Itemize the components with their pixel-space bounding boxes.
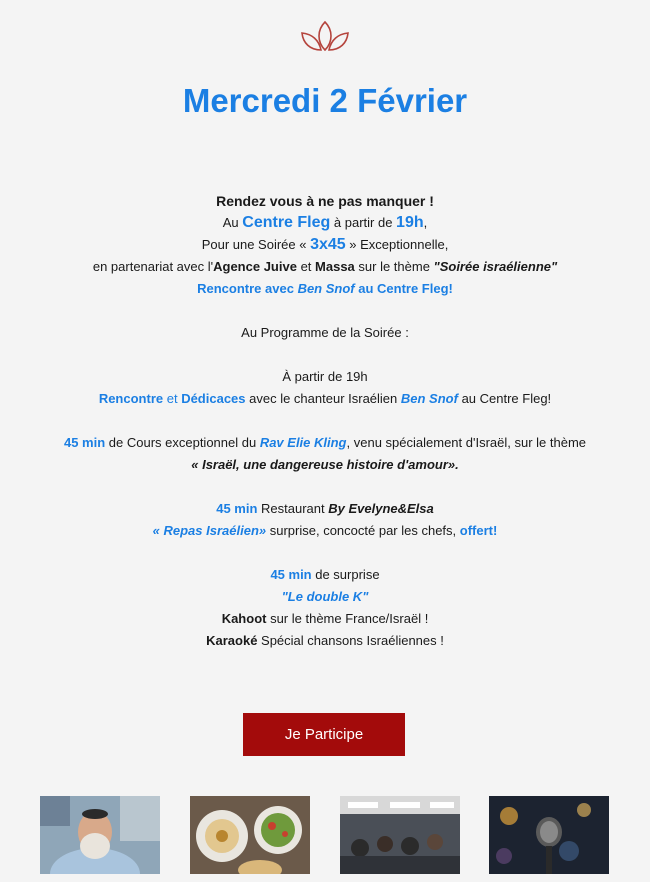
programme-item-2-theme: « Israël, une dangereuse histoire d'amour». [191, 457, 459, 472]
programme-item-1-time: À partir de 19h [282, 369, 368, 384]
three-leaves-icon [297, 20, 353, 52]
participate-button[interactable]: Je Participe [243, 713, 405, 756]
intro-partner-line: en partenariat avec l'Agence Juive et Massa sur le thème "Soirée israélienne" [92, 259, 558, 274]
intro-venue-line: Au Centre Fleg à partir de 19h, [222, 214, 428, 231]
programme-item-4-kahoot: Kahoot sur le thème France/Israël ! [221, 611, 429, 626]
venue-name: Centre Fleg [242, 214, 331, 231]
intro-event-line: Pour une Soirée « 3x45 » Exceptionnelle, [201, 236, 449, 253]
microphone-concert-photo[interactable] [489, 796, 609, 874]
rabbi-portrait-photo[interactable] [40, 796, 160, 874]
programme-item-3-detail: « Repas Israélien» surprise, concocté par les chefs, offert! [152, 523, 498, 538]
event-name: 3x45 [310, 236, 346, 253]
intro-heading: Rendez vous à ne pas manquer ! [216, 193, 434, 209]
programme-item-2: 45 min de Cours exceptionnel du Rav Elie Kling, venu spécialement d'Israël, sur le thème [63, 435, 587, 450]
audience-room-photo[interactable] [340, 796, 460, 874]
event-description [0, 190, 650, 652]
programme-item-3: 45 min Restaurant By Evelyne&Elsa [216, 501, 434, 516]
page-title: Mercredi 2 Février [182, 82, 468, 119]
start-time: 19h [396, 214, 424, 231]
israeli-food-photo[interactable] [190, 796, 310, 874]
intro-meet-line: Rencontre avec Ben Snof au Centre Fleg! [197, 281, 453, 296]
programme-item-4-name: "Le double K" [281, 589, 369, 604]
programme-item-4-karaoke: Karaoké Spécial chansons Israéliennes ! [206, 633, 444, 648]
programme-item-4: 45 min de surprise [270, 567, 380, 582]
programme-item-1: Rencontre et Dédicaces avec le chanteur Israélien Ben Snof au Centre Fleg! [98, 391, 552, 406]
programme-heading: Au Programme de la Soirée : [241, 325, 409, 340]
